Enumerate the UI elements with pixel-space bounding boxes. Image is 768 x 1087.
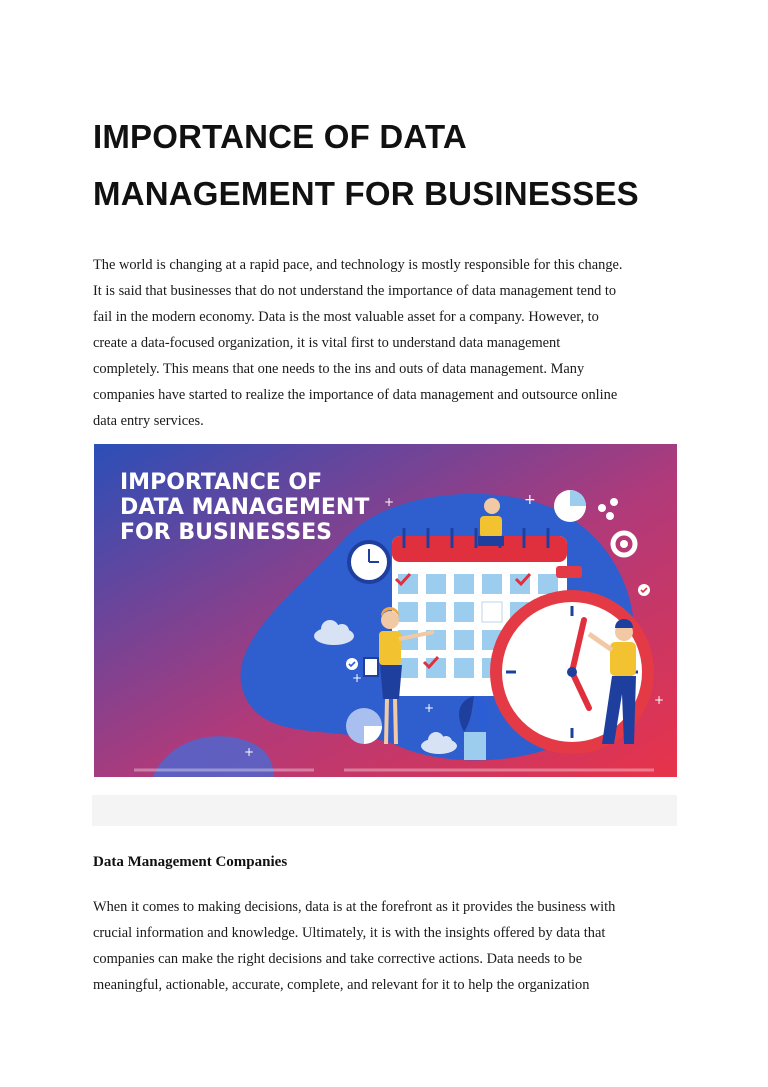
check-badge-icon [346,658,358,670]
sparkle-icon: + [244,745,255,759]
check-badge-icon [638,584,650,596]
intro-line: create a data-focused organization, it is vital first to understand data management [93,335,561,351]
title-line-2: MANAGEMENT FOR BUSINESSES [93,175,639,212]
section-line: meaningful, actionable, accurate, complete, and relevant for it to help the organization [93,977,590,993]
intro-line: data entry services. [93,413,204,429]
hero-title-line: FOR BUSINESSES [120,520,333,545]
title-line-1: IMPORTANCE OF DATA [93,118,467,155]
intro-line: The world is changing at a rapid pace, and technology is mostly responsible for this change. [93,257,623,273]
calendar-cell [454,658,474,678]
calendar-cell [454,574,474,594]
intro-line: fail in the modern economy. Data is the most valuable asset for a company. However, to [93,309,599,325]
hero-title-line: IMPORTANCE OF [120,470,323,495]
section-line: crucial information and knowledge. Ultimately, it is with the insights offered by data that [93,925,606,941]
intro-line: completely. This means that one needs to the ins and outs of data management. Many [93,361,585,377]
calendar-cell [482,602,502,622]
intro-line: It is said that businesses that do not understand the importance of data management tend to [93,283,617,299]
small-clock-icon [349,542,389,582]
sparkle-icon: + [424,701,435,715]
calendar-cell [482,574,502,594]
image-caption-bar [92,795,677,826]
sparkle-icon: + [352,671,363,685]
document-title [93,108,713,222]
intro-paragraph [93,252,683,434]
sparkle-icon: + [654,693,665,707]
calendar-cell [426,574,446,594]
sparkle-icon: + [524,492,536,508]
hero-title-line: DATA MANAGEMENT [120,495,370,520]
pie-chart-icon [346,708,382,744]
calendar-cell [454,630,474,650]
hero-illustration-svg [94,444,677,777]
section-line: companies can make the right decisions and take corrective actions. Data needs to be [93,951,583,967]
section-heading: Data Management Companies [93,854,288,870]
sparkle-icon: + [384,495,395,509]
shirt-shape [480,516,502,538]
shirt-shape [610,642,636,676]
intro-line: companies have started to realize the importance of data management and outsource online [93,387,618,403]
calendar-cell [538,574,558,594]
hero-illustration [94,444,677,777]
section-paragraph [93,894,683,998]
section-line: When it comes to making decisions, data is at the forefront as it provides the business with [93,899,616,915]
calendar-cell [398,602,418,622]
calendar-cell [454,602,474,622]
calendar-cell [426,602,446,622]
